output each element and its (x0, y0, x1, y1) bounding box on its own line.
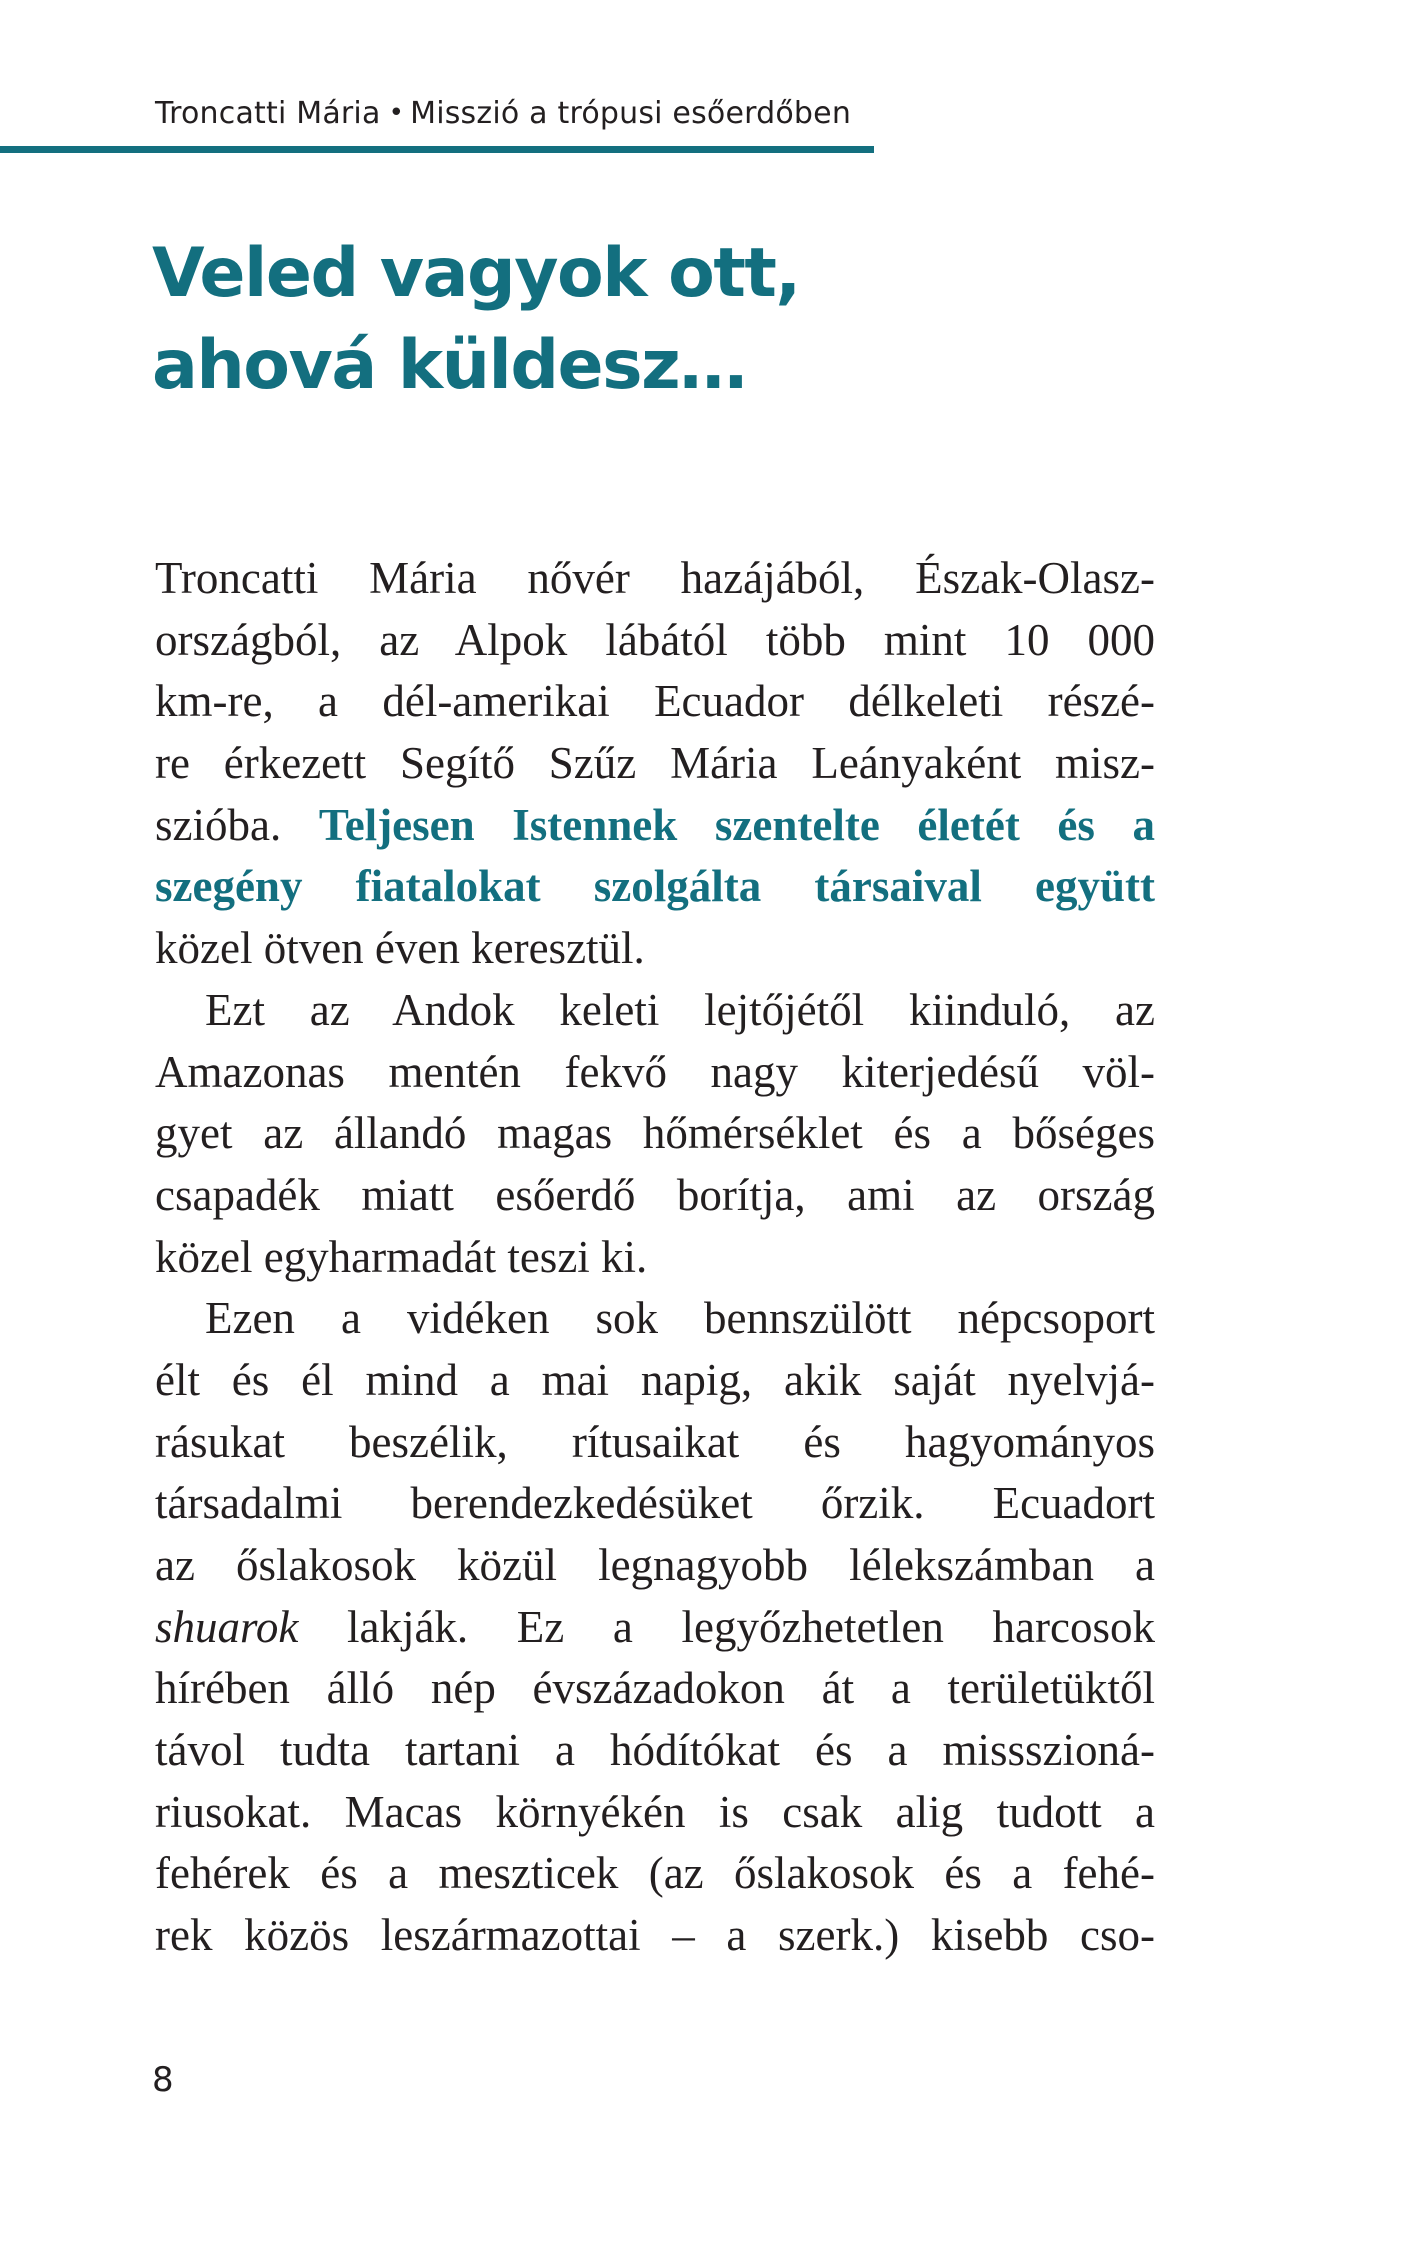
highlighted-text: szegény fiatalokat szolgálta társaival együtt (155, 861, 1155, 912)
text-line: közel egyharmadát teszi ki. (155, 1231, 648, 1282)
text-line: Troncatti Mária nővér hazájából, Észak-Olasz- (155, 553, 1155, 603)
header-rule (0, 146, 874, 153)
text-line: Ezt az Andok keleti lejtőjétől kiinduló, az (205, 984, 1155, 1035)
text-line: gyet az állandó magas hőmérséklet és a bőséges (155, 1108, 1155, 1159)
text-line: közel ötven éven keresztül. (155, 923, 645, 974)
chapter-title (152, 228, 1252, 412)
text-line: riusokat. Macas környékén is csak alig tudott a (155, 1786, 1155, 1837)
text-line: km-re, a dél-amerikai Ecuador délkeleti részé- (155, 676, 1155, 727)
page-number: 8 (152, 2060, 174, 2100)
text-line: az őslakosok közül legnagyobb lélekszámban a (155, 1540, 1155, 1590)
text-line: csapadék miatt esőerdő borítja, ami az ország (155, 1169, 1155, 1220)
text-line: rásukat beszélik, rítusaikat és hagyományos (155, 1416, 1155, 1467)
text-line: társadalmi berendezkedésüket őrzik. Ecuadort (155, 1478, 1155, 1529)
highlighted-text: Teljesen Istennek szentelte életét és a (318, 799, 1155, 850)
text-line: országból, az Alpok lábától több mint 10 000 (155, 614, 1155, 665)
text-line (155, 856, 1155, 918)
header-author: Troncatti Mária (155, 96, 381, 131)
italic-term: shuarok (155, 1601, 299, 1652)
text-line: élt és él mind a mai napig, akik saját nyelvjá- (155, 1354, 1155, 1405)
text-line: Ezen a vidéken sok bennszülött népcsoport (205, 1293, 1155, 1344)
body-text (155, 548, 1155, 1967)
chapter-title-line-2: ahová küldesz… (152, 326, 746, 405)
text-line: szióba. Teljesen Istennek szentelte életét és a (155, 799, 1155, 850)
text-line: Amazonas mentén fekvő nagy kiterjedésű völ- (155, 1046, 1155, 1097)
header-book-title: Misszió a trópusi esőerdőben (410, 96, 852, 131)
text-line: távol tudta tartani a hódítókat és a missszioná- (155, 1725, 1155, 1776)
text-line: hírében álló nép évszázadokon át a területüktől (155, 1663, 1155, 1714)
chapter-title-line-1: Veled vagyok ott, (152, 234, 800, 313)
header-separator: • (388, 98, 405, 128)
text-line: shuarok lakják. Ez a legyőzhetetlen harcosok (155, 1601, 1155, 1652)
text-line: re érkezett Segítő Szűz Mária Leányaként misz- (155, 738, 1155, 789)
text-line: fehérek és a meszticek (az őslakosok és a fehé- (155, 1848, 1155, 1899)
text-line: rek közös leszármazottai – a szerk.) kisebb cso- (155, 1910, 1155, 1961)
running-header (155, 96, 851, 131)
